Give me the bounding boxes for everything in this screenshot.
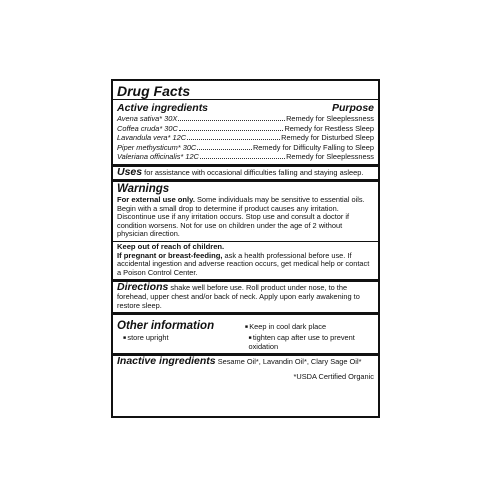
- leader-dots: [200, 152, 285, 159]
- ingredient-name: Coffea cruda* 30C: [117, 123, 178, 133]
- organic-footnote: *USDA Certified Organic: [293, 372, 374, 381]
- ingredient-row: [117, 114, 374, 124]
- uses-section: [117, 167, 374, 180]
- active-ingredients-header: [117, 102, 374, 114]
- uses-heading: Uses: [117, 165, 143, 178]
- ingredient-name: Lavandula vera* 12C: [117, 133, 187, 142]
- directions-heading: Directions: [117, 281, 169, 294]
- directions-section: [117, 282, 374, 312]
- drug-facts-panel: [111, 79, 380, 418]
- children-pregnancy-section: [117, 242, 374, 279]
- ingredient-row: [117, 143, 374, 153]
- external-use-bold: For external use only.: [117, 195, 195, 205]
- other-info-item: ■ tighten cap after use to prevent oxidation: [249, 334, 375, 351]
- ingredient-purpose: Remedy for Disturbed Sleep: [281, 133, 374, 142]
- leader-dots: [187, 133, 280, 140]
- ingredient-purpose: Remedy for Restless Sleep: [284, 123, 374, 133]
- other-info-item: ■ store upright: [123, 334, 249, 351]
- inactive-ingredients-text: Sesame Oil*, Lavandin Oil*, Clary Sage Oil*: [217, 357, 362, 367]
- other-info-list: [117, 334, 374, 351]
- active-ingredients-section: [117, 100, 374, 164]
- ingredient-name: Valeriana officinalis* 12C: [117, 152, 199, 161]
- ingredient-purpose: Remedy for Sleeplessness: [286, 152, 374, 161]
- leader-dots: [197, 143, 252, 150]
- external-use-paragraph: [117, 196, 374, 239]
- inactive-ingredients-section: [117, 356, 374, 369]
- other-information-section: [117, 315, 374, 353]
- other-information-heading: Other information: [117, 320, 215, 333]
- drug-facts-title: Drug Facts: [113, 81, 378, 100]
- keep-away-children: Keep out of reach of children.: [117, 242, 225, 252]
- leader-dots: [178, 114, 285, 121]
- pregnancy-text: ask a health professional before use. If accidental ingestion and adverse reaction occurs, get medical help or contact a Poison Control Center.: [117, 250, 370, 277]
- active-ingredients-heading: Active ingredients: [117, 102, 209, 114]
- directions-text: shake well before use. Roll product under nose, to the forehead, upper chest and/or back of neck. Apply upon early awakening to restore sleep.: [117, 283, 360, 310]
- ingredient-name: Avena sativa* 30X: [117, 114, 178, 123]
- ingredient-purpose: Remedy for Sleeplessness: [286, 114, 374, 123]
- uses-text: for assistance with occasional difficulties falling and staying asleep.: [144, 167, 364, 177]
- ingredient-row: [117, 152, 374, 162]
- other-info-item: ■ Keep in cool dark place: [245, 322, 326, 331]
- pregnancy-bold: If pregnant or breast-feeding,: [117, 250, 223, 260]
- external-use-text: Some individuals may be sensitive to essential oils. Begin with a small drop to determine if product causes any irritation. Discontinue use if any irritation occurs. Stop use and consult a doctor if condition worsens. Not for use on children under the age of 2 without physician direction.: [117, 195, 365, 239]
- pregnancy-paragraph: [117, 252, 374, 278]
- inactive-ingredients-heading: Inactive ingredients: [117, 355, 216, 368]
- warnings-section: [117, 182, 374, 241]
- purpose-heading: Purpose: [331, 102, 374, 114]
- leader-dots: [179, 124, 284, 131]
- ingredient-row: [117, 124, 374, 134]
- ingredient-name: Piper methysticum* 30C: [117, 142, 197, 152]
- ingredient-row: [117, 133, 374, 143]
- ingredient-purpose: Remedy for Difficulty Falling to Sleep: [252, 142, 374, 152]
- warnings-heading: Warnings: [117, 183, 170, 196]
